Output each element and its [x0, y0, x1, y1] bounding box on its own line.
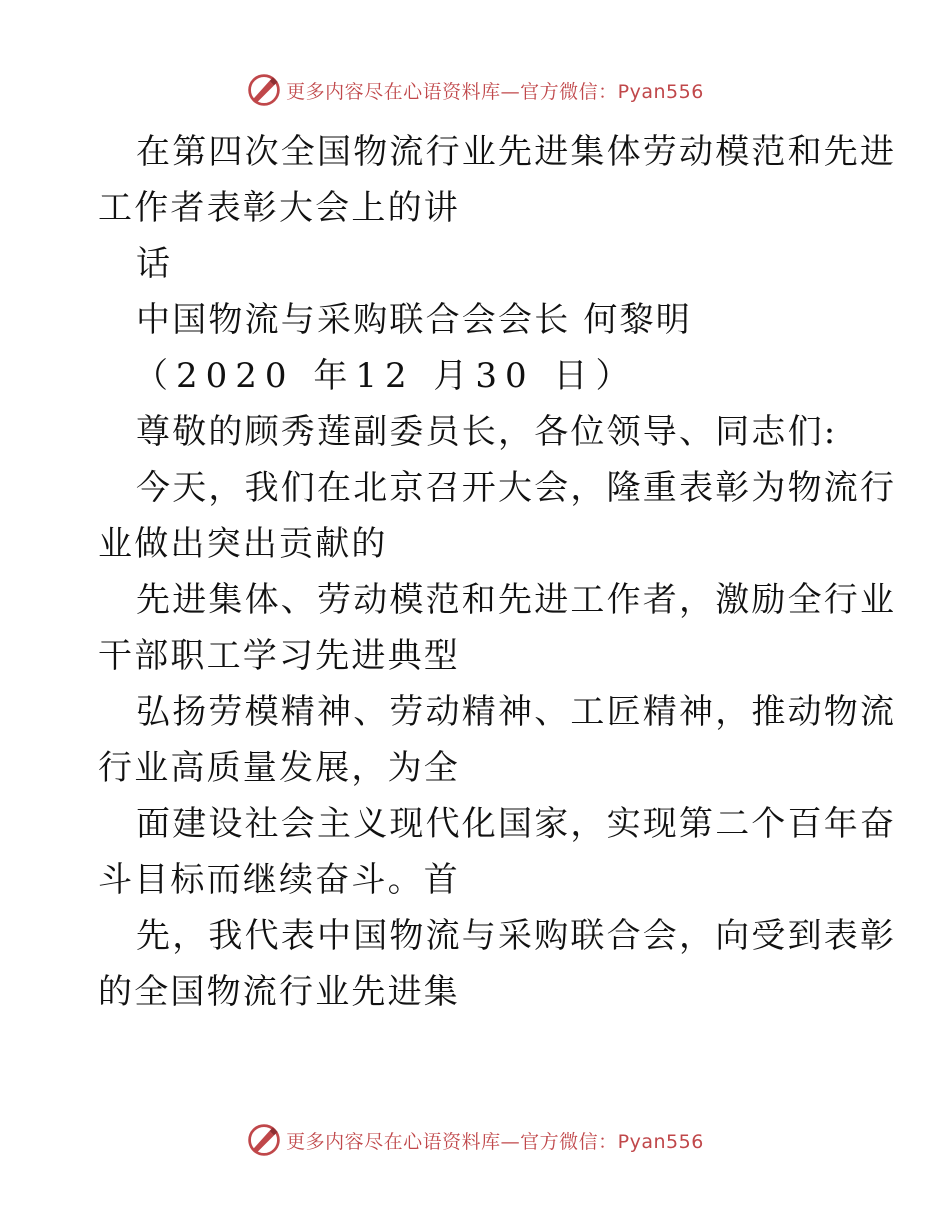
document-body	[98, 124, 897, 1020]
paragraph-line: 弘扬劳模精神、劳动精神、工匠精神，推动物流	[136, 692, 897, 732]
paragraph-line: 干部职工学习先进典型	[98, 636, 460, 676]
watermark-text: 更多内容尽在心语资料库—官方微信：Pyan556	[286, 1130, 704, 1153]
paragraph-line: 今天，我们在北京召开大会，隆重表彰为物流行	[136, 468, 897, 508]
header-watermark	[0, 70, 950, 110]
title-line-1: 在第四次全国物流行业先进集体劳动模范和先进	[136, 132, 897, 172]
paragraph-line: 的全国物流行业先进集	[98, 972, 460, 1012]
footer-watermark	[0, 1120, 950, 1160]
title-line-2: 工作者表彰大会上的讲	[98, 188, 460, 228]
paragraph-line: 先进集体、劳动模范和先进工作者，激励全行业	[136, 580, 897, 620]
paragraph-line: 面建设社会主义现代化国家，实现第二个百年奋	[136, 804, 897, 844]
paragraph-line: 先，我代表中国物流与采购联合会，向受到表彰	[136, 916, 897, 956]
author-line: 中国物流与采购联合会会长 何黎明	[136, 300, 693, 340]
pen-logo-icon	[246, 1122, 282, 1158]
salutation-line: 尊敬的顾秀莲副委员长，各位领导、同志们:	[136, 412, 838, 452]
pen-logo-icon	[246, 72, 282, 108]
paragraph-line: 斗目标而继续奋斗。首	[98, 860, 460, 900]
paragraph-line: 行业高质量发展，为全	[98, 748, 460, 788]
date-line: （2020 年12 月30 日）	[134, 356, 638, 396]
title-line-3: 话	[136, 244, 173, 284]
watermark-text: 更多内容尽在心语资料库—官方微信：Pyan556	[286, 80, 704, 103]
paragraph-line: 业做出突出贡献的	[98, 524, 388, 564]
